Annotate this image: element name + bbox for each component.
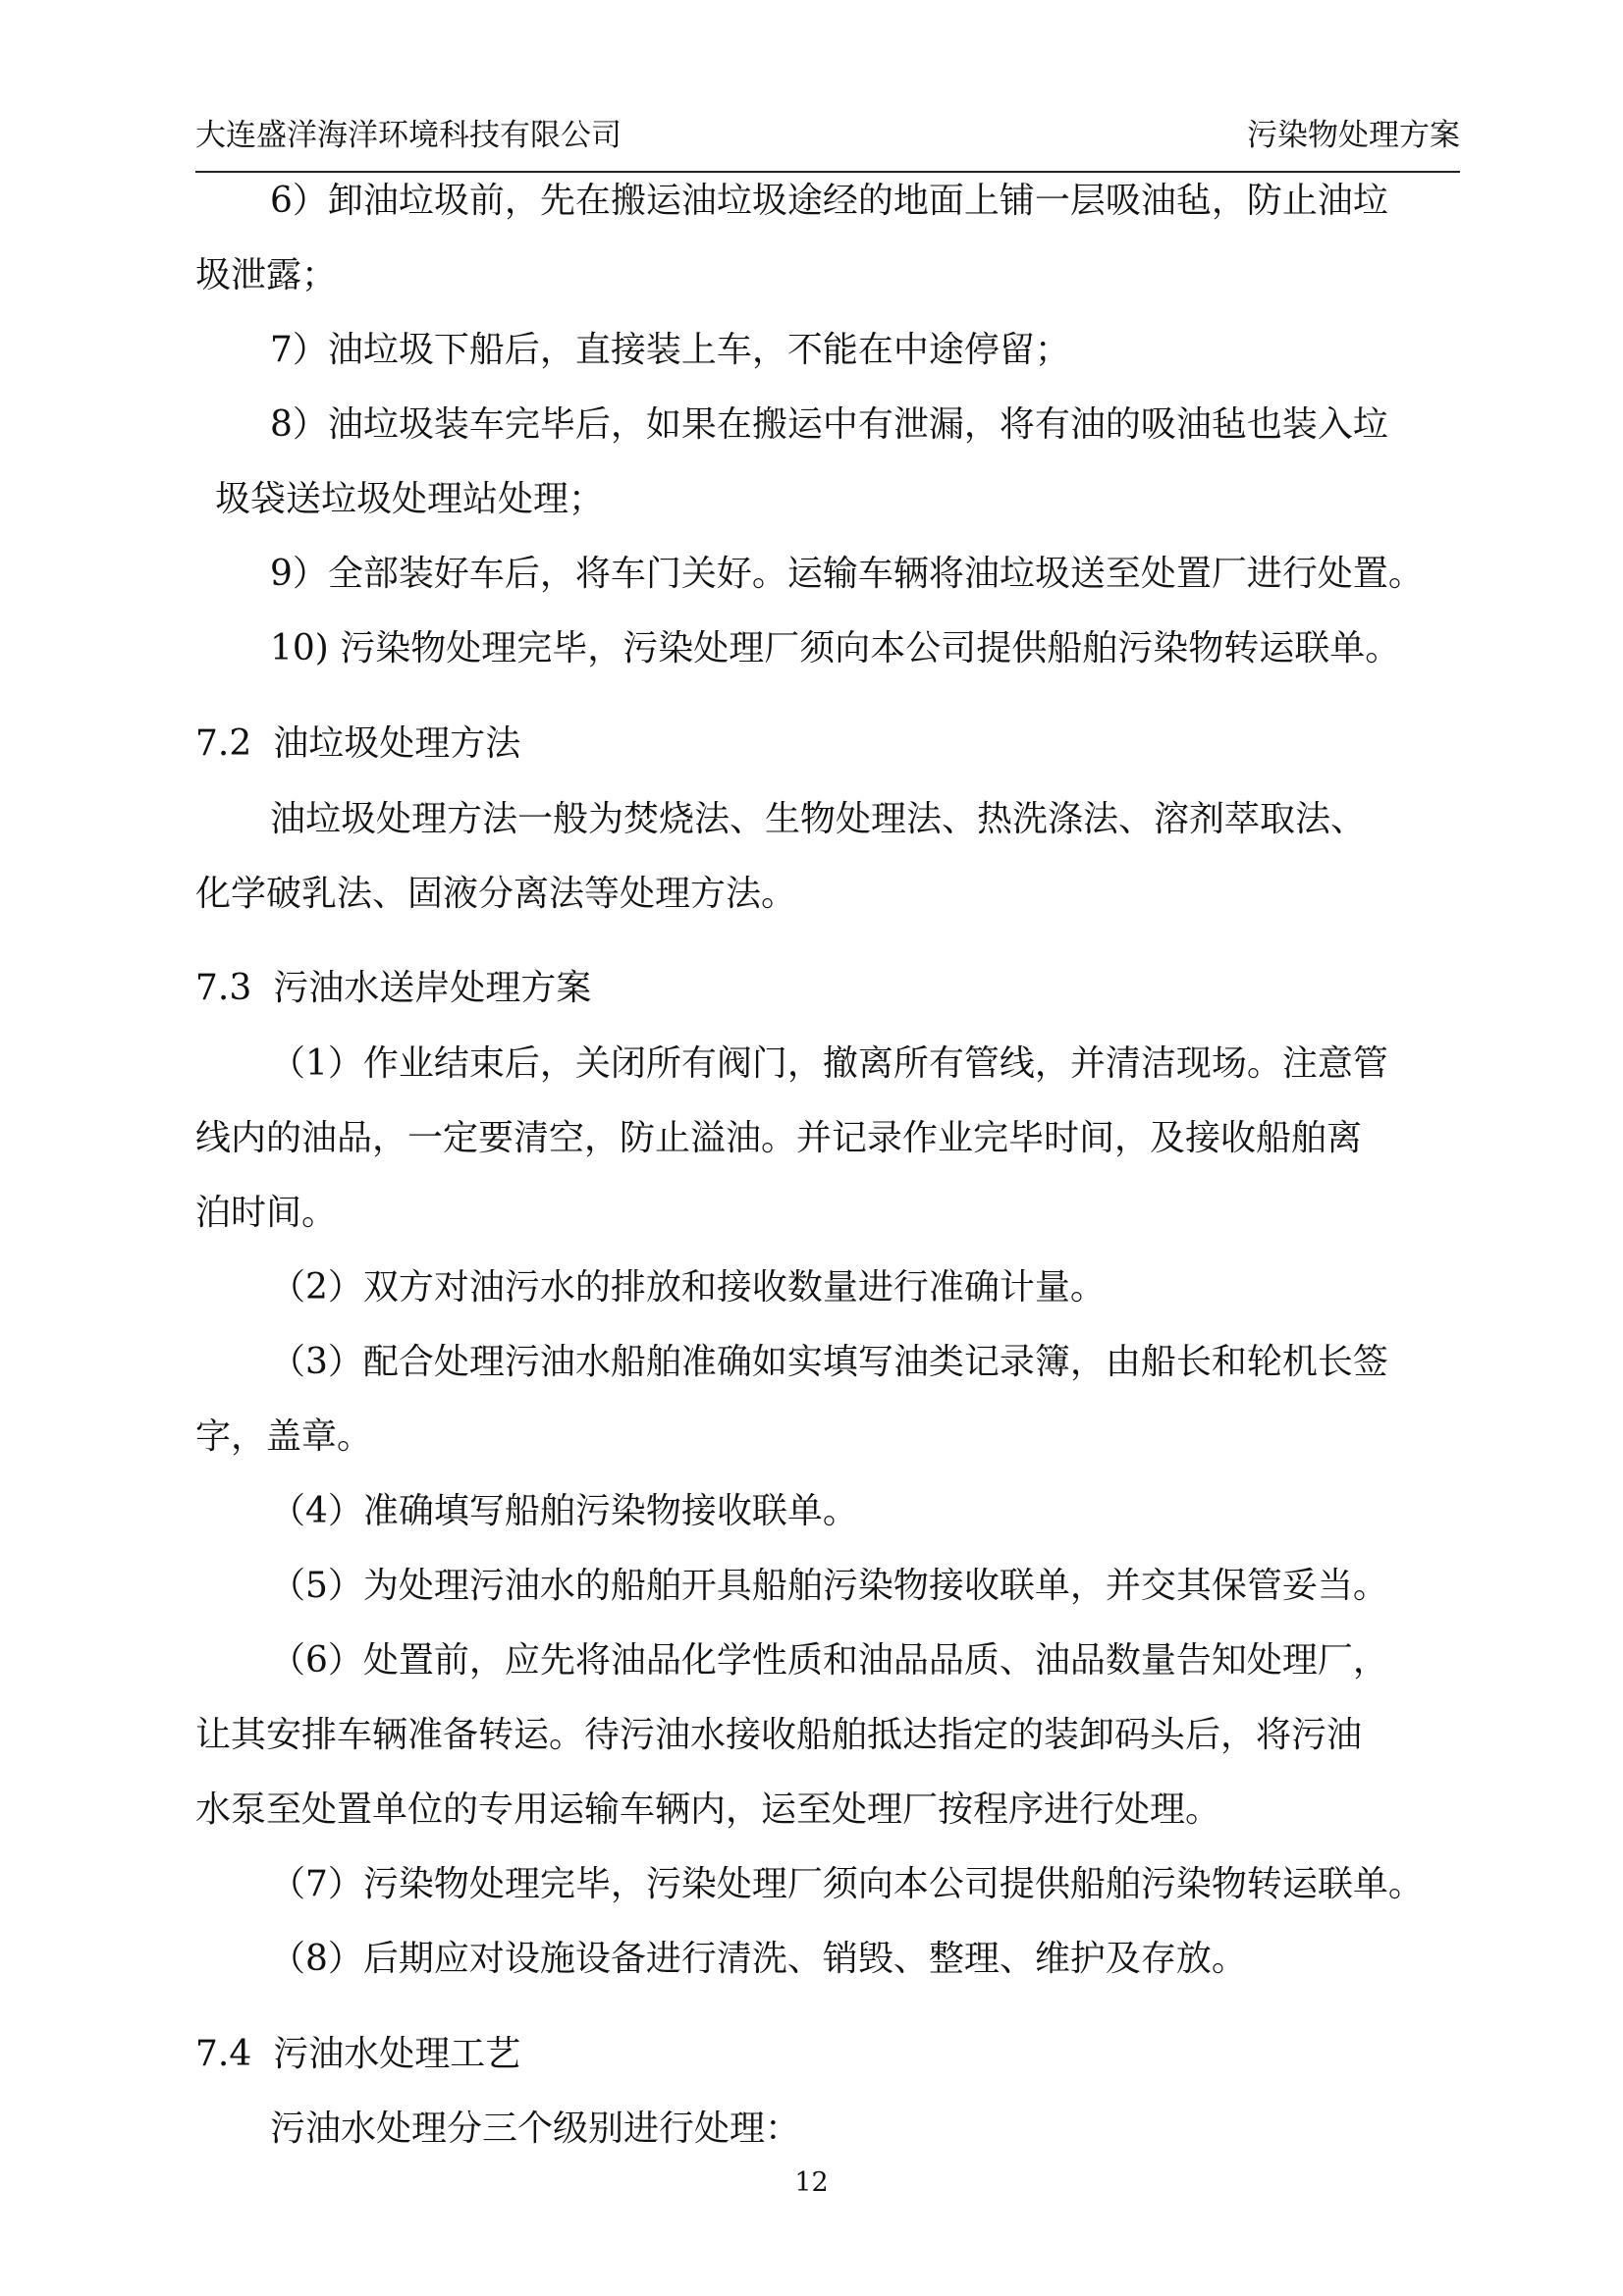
section-heading-7-4 xyxy=(195,2030,520,2079)
body-line: （2）双方对油污水的排放和接收数量进行准确计量。 xyxy=(270,1267,1106,1308)
section-heading-7-2 xyxy=(195,720,520,769)
body-line: 污油水处理分三个级别进行处理： xyxy=(270,2109,801,2149)
body-line: 9）全部装好车后，将车门关好。运输车辆将油垃圾送至处置厂进行处置。 xyxy=(270,554,1424,594)
body-line: 8）油垃圾装车完毕后，如果在搬运中有泄漏，将有油的吸油毡也装入垃 xyxy=(270,404,1388,445)
section-title: 油垃圾处理方法 xyxy=(273,723,521,764)
page-header xyxy=(195,114,1460,157)
body-line: 圾袋送垃圾处理站处理； xyxy=(215,479,605,519)
body-line: （5）为处理污油水的船舶开具船舶污染物接收联单，并交其保管妥当。 xyxy=(270,1566,1388,1606)
page-number: 12 xyxy=(794,2167,829,2198)
body-line: （3）配合处理污油水船舶准确如实填写油类记录簿，由船长和轮机长签 xyxy=(270,1342,1388,1382)
body-line: 圾泄露； xyxy=(195,255,338,295)
body-line: 10) 污染物处理完毕，污染处理厂须向本公司提供船舶污染物转运联单。 xyxy=(270,628,1401,668)
header-divider xyxy=(195,171,1460,173)
body-line: 6）卸油垃圾前，先在搬运油垃圾途经的地面上铺一层吸油毡，防止油垃 xyxy=(270,181,1388,221)
body-line: （8）后期应对设施设备进行清洗、销毁、整理、维护及存放。 xyxy=(270,1939,1247,1979)
body-line: 字，盖章。 xyxy=(195,1416,373,1457)
body-line: （6）处置前，应先将油品化学性质和油品品质、油品数量告知处理厂， xyxy=(270,1640,1388,1681)
body-line: 油垃圾处理方法一般为焚烧法、生物处理法、热洗涤法、溶剂萃取法、 xyxy=(270,799,1367,839)
body-line: 水泵至处置单位的专用运输车辆内，运至处理厂按程序进行处理。 xyxy=(195,1789,1221,1830)
body-line: 7）油垃圾下船后，直接装上车，不能在中途停留； xyxy=(270,330,1070,370)
body-line: 让其安排车辆准备转运。待污油水接收船舶抵达指定的装卸码头后，将污油 xyxy=(195,1715,1363,1755)
section-number: 7.3 xyxy=(195,968,252,1008)
body-line: 化学破乳法、固液分离法等处理方法。 xyxy=(195,874,797,914)
section-title: 污油水处理工艺 xyxy=(273,2034,521,2074)
header-doc-title: 污染物处理方案 xyxy=(1247,118,1460,153)
section-title: 污油水送岸处理方案 xyxy=(273,968,592,1008)
section-number: 7.2 xyxy=(195,723,252,764)
body-line: （4）准确填写船舶污染物接收联单。 xyxy=(270,1491,858,1531)
body-line: （7）污染物处理完毕，污染处理厂须向本公司提供船舶污染物转运联单。 xyxy=(270,1864,1424,1904)
body-line: （1）作业结束后，关闭所有阀门，撤离所有管线，并清洁现场。注意管 xyxy=(270,1043,1388,1084)
section-heading-7-3 xyxy=(195,964,591,1013)
body-line: 线内的油品，一定要清空，防止溢油。并记录作业完毕时间，及接收船舶离 xyxy=(195,1118,1363,1158)
section-number: 7.4 xyxy=(195,2034,252,2074)
header-company: 大连盛洋海洋环境科技有限公司 xyxy=(195,118,622,153)
body-line: 泊时间。 xyxy=(195,1193,338,1233)
